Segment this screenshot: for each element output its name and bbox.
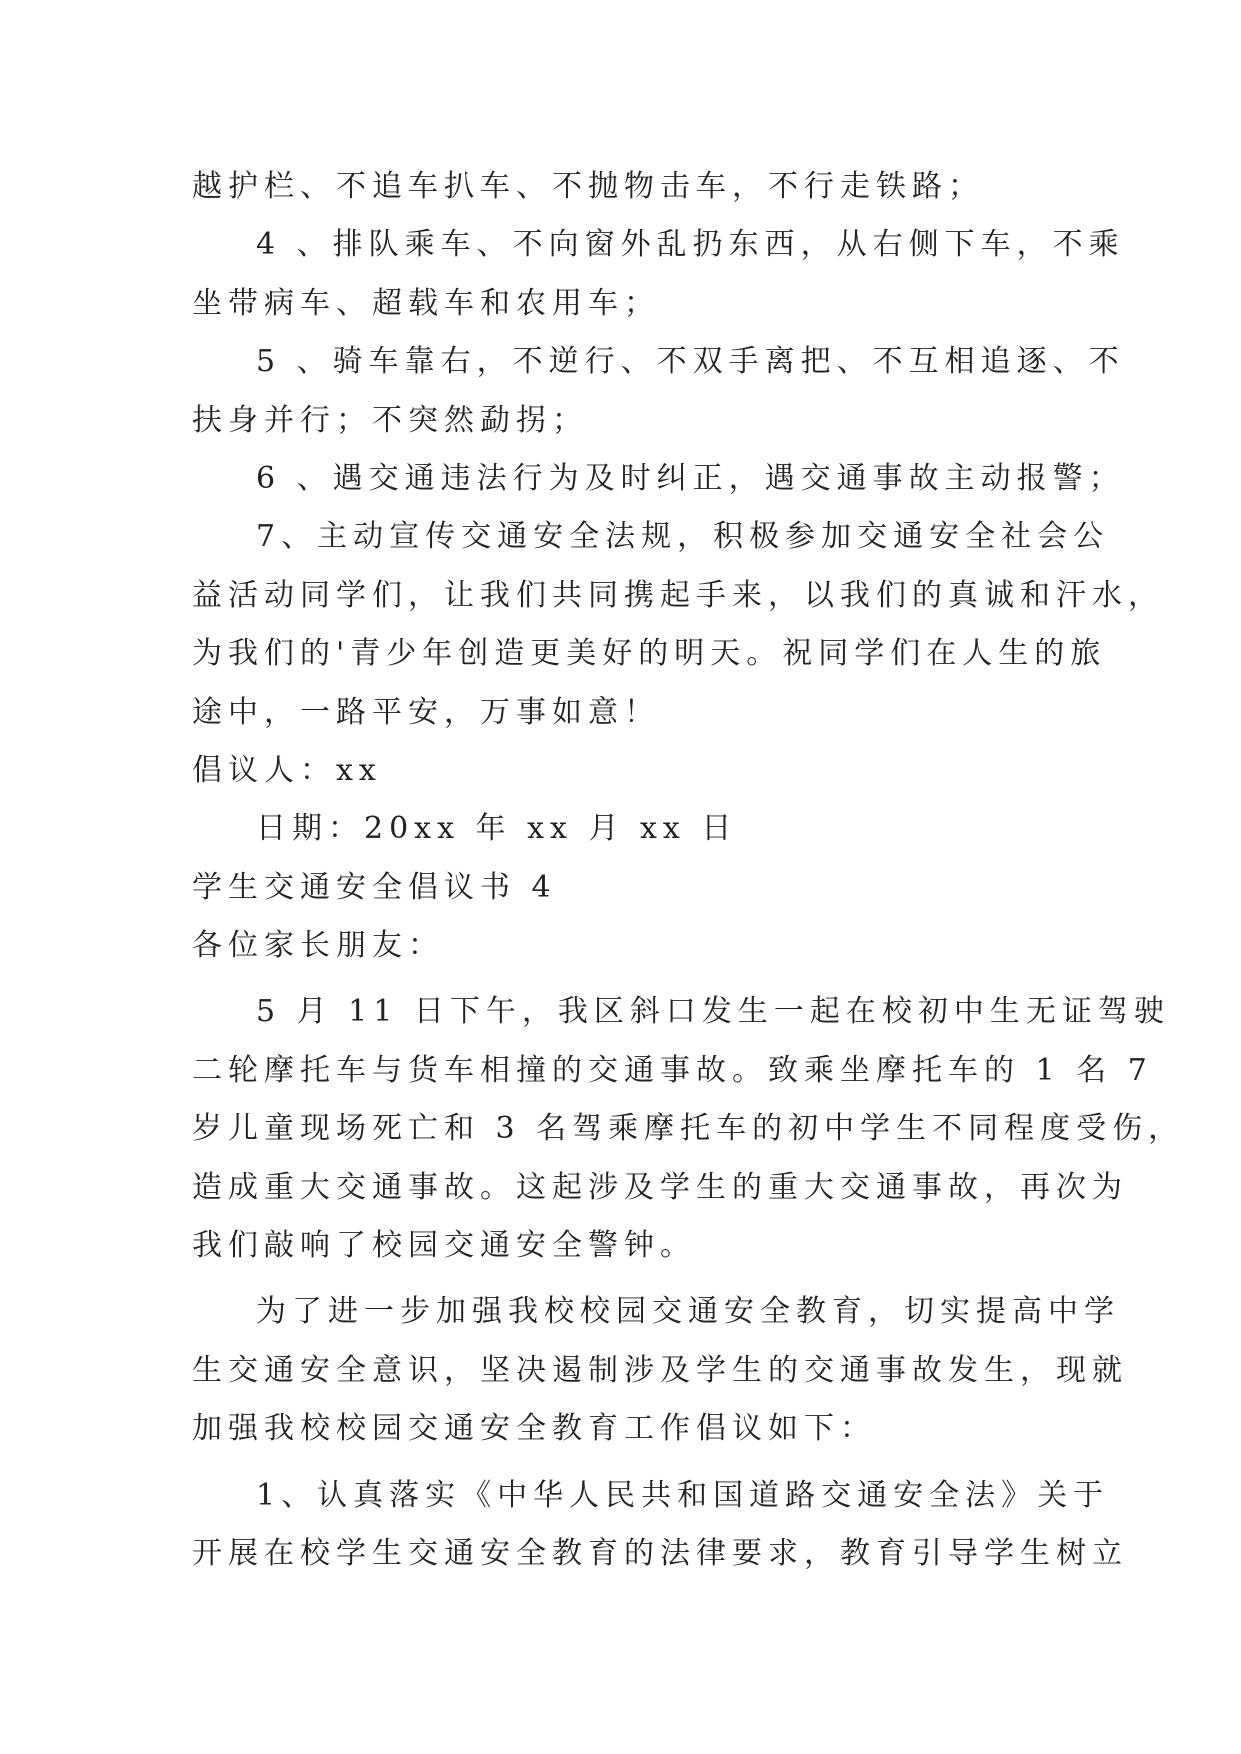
paragraph-line: 益活动同学们，让我们共同携起手来，以我们的真诚和汗水， <box>192 577 1164 613</box>
paragraph-line: 生交通安全意识，坚决遏制涉及学生的交通事故发生，现就 <box>192 1352 1128 1388</box>
initiator-line: 倡议人：xx <box>192 752 382 788</box>
paragraph-line: 为了进一步加强我校校园交通安全教育，切实提高中学 <box>256 1294 1120 1330</box>
list-item-4: 4 、排队乘车、不向窗外乱扔东西，从右侧下车，不乘 <box>256 227 1125 263</box>
date-line: 日期：20xx 年 xx 月 xx 日 <box>256 811 738 847</box>
paragraph-line: 造成重大交通事故。这起涉及学生的重大交通事故，再次为 <box>192 1169 1128 1205</box>
paragraph-line: 途中，一路平安，万事如意！ <box>192 694 660 730</box>
paragraph-line: 越护栏、不追车扒车、不抛物击车，不行走铁路； <box>192 169 984 204</box>
paragraph-line: 开展在校学生交通安全教育的法律要求，教育引导学生树立 <box>192 1535 1128 1571</box>
list-item-5: 5 、骑车靠右，不逆行、不双手离把、不互相追逐、不 <box>256 344 1125 380</box>
document-body <box>192 158 1185 1583</box>
paragraph-line: 扶身并行；不突然勐拐； <box>192 402 588 438</box>
paragraph-line: 5 月 11 日下午，我区斜口发生一起在校初中生无证驾驶 <box>256 994 1170 1030</box>
paragraph-line: 岁儿童现场死亡和 3 名驾乘摩托车的初中学生不同程度受伤， <box>192 1111 1185 1147</box>
section-title: 学生交通安全倡议书 4 <box>192 869 557 905</box>
paragraph-line: 加强我校校园交通安全教育工作倡议如下： <box>192 1411 876 1447</box>
list-item-1: 1、认真落实《中华人民共和国道路交通安全法》关于 <box>256 1477 1110 1513</box>
list-item-6: 6 、遇交通违法行为及时纠正，遇交通事故主动报警； <box>256 460 1125 496</box>
paragraph-line: 坐带病车、超载车和农用车； <box>192 285 660 321</box>
list-item-7: 7、主动宣传交通安全法规，积极参加交通安全社会公 <box>256 519 1110 555</box>
paragraph-line: 为我们的'青少年创造更美好的明天。祝同学们在人生的旅 <box>192 636 1107 672</box>
salutation: 各位家长朋友： <box>192 928 444 964</box>
paragraph-line: 二轮摩托车与货车相撞的交通事故。致乘坐摩托车的 1 名 7 <box>192 1052 1153 1088</box>
paragraph-line: 我们敲响了校园交通安全警钟。 <box>192 1228 696 1264</box>
